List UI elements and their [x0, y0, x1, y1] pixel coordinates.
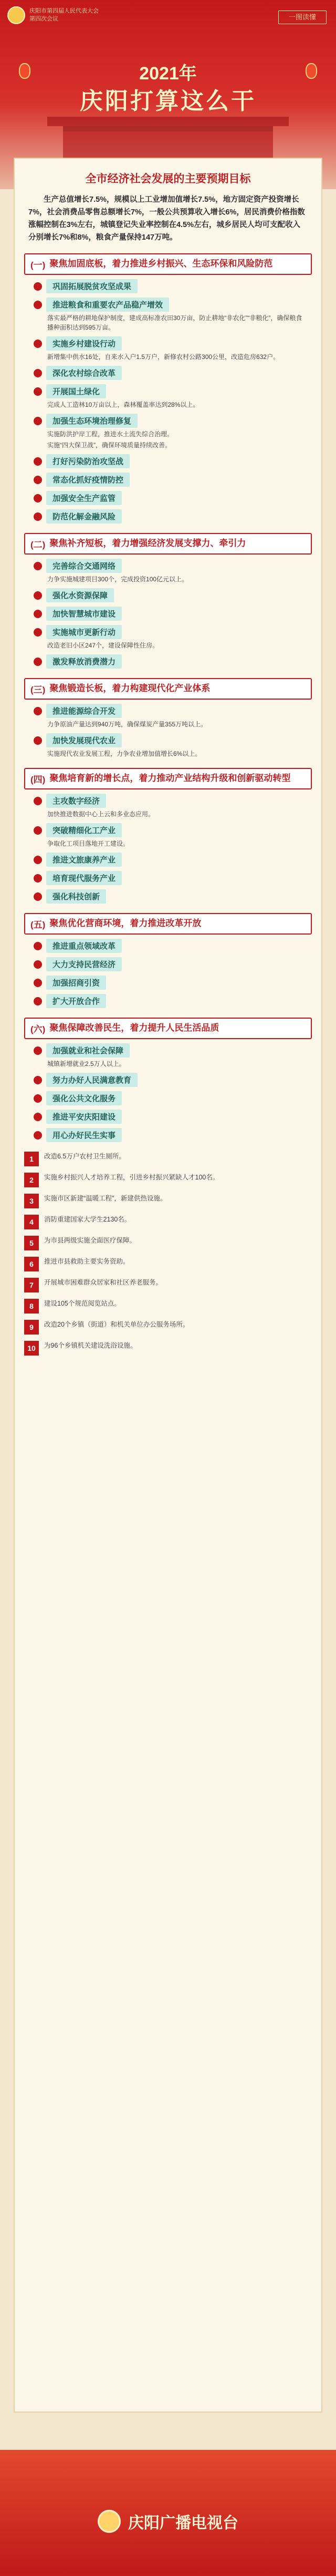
tv-station-logo-icon [98, 2510, 121, 2533]
subsection-label: 大力支持民营经济 [46, 957, 122, 971]
subsection-row [34, 957, 312, 971]
footer [0, 2450, 336, 2576]
bullet-dot-icon [34, 736, 42, 745]
org-names [29, 7, 99, 23]
numbered-item [24, 1320, 312, 1335]
subsection-label: 推进文旅康养产业 [46, 853, 122, 867]
subsection-row [34, 853, 312, 867]
subsection-row [34, 366, 312, 380]
subsection-text: 改造老旧小区247个，建设保障性住房。 [47, 642, 159, 649]
subsection-row [34, 654, 312, 669]
subsection-text: 实施现代农业发展工程，力争农业增加值增长6%以上。 [47, 750, 202, 757]
national-emblem-icon [7, 6, 25, 24]
subsection-text: 争取化工项目落地开工建设。 [47, 840, 130, 847]
one-chart-badge: 一图读懂 [278, 11, 327, 24]
bullet-dot-icon [34, 417, 42, 425]
subsection-label: 巩固拓展脱贫攻坚成果 [46, 279, 138, 293]
number-badge: 2 [24, 1173, 39, 1187]
subsection-label: 主攻数字经济 [46, 794, 106, 808]
subsection-label: 实施城市更新行动 [46, 625, 122, 639]
bullet-dot-icon [34, 1094, 42, 1103]
section-number: (六) [30, 1024, 46, 1034]
bullet-dot-icon [34, 1113, 42, 1121]
subsection-label: 推进粮食和重要农产品稳产增效 [46, 297, 169, 312]
subsection-row [34, 297, 312, 312]
subsection-row [34, 733, 312, 747]
subsection-label: 防范化解金融风险 [46, 509, 122, 524]
numbered-item [24, 1299, 312, 1313]
subsection-text: 加快推进数据中心上云和多业态应用。 [47, 810, 155, 818]
content-card [14, 158, 322, 2413]
numbered-text: 建设105个规范阅览站点。 [44, 1300, 121, 1307]
subsection-row [34, 384, 312, 398]
numbered-item [24, 1194, 312, 1208]
section-title: 聚焦加固底板，着力推进乡村振兴、生态环保和风险防范 [49, 259, 273, 269]
bullet-dot-icon [34, 301, 42, 309]
subsection-text: 新增集中供水16处，自来水入户1.5万户，新修农村公路300公里，改造危房632户。 [47, 353, 280, 361]
section-block [24, 768, 312, 904]
bullet-dot-icon [34, 874, 42, 882]
subsection-label: 强化水资源保障 [46, 588, 114, 602]
subsection-row [34, 1110, 312, 1124]
subsection-row [34, 976, 312, 990]
subsection-row [34, 1128, 312, 1142]
subsection-row [34, 414, 312, 428]
numbered-text: 为96个乡镇机关建设洗浴设施。 [44, 1342, 137, 1349]
subsection-label: 用心办好民生实事 [46, 1128, 122, 1142]
subsection-row [34, 625, 312, 639]
section-title: 聚焦优化营商环境，着力推进改革开放 [49, 918, 202, 928]
subsection-text: 完成人工造林10万亩以上，森林覆盖率达到28%以上。 [47, 401, 200, 408]
numbered-item [24, 1341, 312, 1356]
section-header [24, 1018, 312, 1039]
subsection-row [34, 559, 312, 573]
numbered-item [24, 1215, 312, 1229]
bullet-dot-icon [34, 797, 42, 805]
numbered-list [24, 1152, 312, 1356]
bullet-dot-icon [34, 1046, 42, 1055]
section-block [24, 533, 312, 669]
subsection-label: 突破精细化工产业 [46, 823, 122, 837]
bullet-dot-icon [34, 628, 42, 637]
number-badge: 6 [24, 1257, 39, 1271]
subsection-row [34, 823, 312, 837]
numbered-text: 改造20个乡镇（街道）和机关单位办公服务场所。 [44, 1321, 190, 1328]
number-badge: 4 [24, 1215, 39, 1229]
subsection-row [34, 473, 312, 487]
year-title: 2021年 [139, 64, 197, 84]
subsection-text: 城镇新增就业2.5万人以上。 [47, 1060, 125, 1068]
subsection-row [34, 279, 312, 293]
subsection-label: 推进平安庆阳建设 [46, 1110, 122, 1124]
subsection-text: 实施防洪护岸工程，推进水土流失综合治理。 [47, 430, 174, 438]
main-title: 庆阳打算这么干 [80, 88, 256, 114]
subsection-row [34, 588, 312, 602]
org-line-2: 第四次会议 [29, 16, 58, 22]
sections-container [15, 253, 321, 1142]
bullet-dot-icon [34, 658, 42, 666]
subsection-label: 开展国土绿化 [46, 384, 106, 398]
goals-text: 生产总值增长7.5%，规模以上工业增加值增长7.5%，地方固定资产投资增长7%，社会消费品零售总额增长7%，一般公共预算收入增长6%，居民消费价格指数涨幅控制在3%左右，城镇登记失业率控制在4.5%左右，城乡居民人均可支配收入分别增长7%和8%，粮食产量保持147万吨。 [28, 196, 305, 242]
section-header [24, 678, 312, 700]
numbered-item [24, 1173, 312, 1187]
footer-logo [0, 2510, 336, 2533]
subsection-row [34, 491, 312, 505]
bullet-dot-icon [34, 960, 42, 969]
number-badge: 3 [24, 1194, 39, 1208]
subsection-label: 推进能源综合开发 [46, 704, 122, 718]
subsection-label: 打好污染防治攻坚战 [46, 454, 130, 468]
subsection-label: 实施乡村建设行动 [46, 336, 122, 351]
section-title: 聚焦培育新的增长点，着力推动产业结构升级和创新驱动转型 [49, 773, 291, 783]
bullet-dot-icon [34, 610, 42, 618]
bullet-dot-icon [34, 591, 42, 600]
section-number: (二) [30, 540, 46, 550]
goals-title: 全市经济社会发展的主要预期目标 [85, 173, 251, 185]
subsection-label: 加强生态环境治理修复 [46, 414, 138, 428]
number-badge: 7 [24, 1278, 39, 1292]
numbered-item [24, 1152, 312, 1166]
section-header [24, 913, 312, 935]
bullet-dot-icon [34, 369, 42, 377]
number-badge: 8 [24, 1299, 39, 1313]
subsection-row [34, 336, 312, 351]
bullet-dot-icon [34, 979, 42, 987]
subsection-label: 加强招商引资 [46, 976, 106, 990]
bullet-dot-icon [34, 457, 42, 466]
numbered-text: 推进市县救助主要实务资助。 [44, 1258, 130, 1265]
bullet-dot-icon [34, 942, 42, 950]
subsection-label: 强化公共文化服务 [46, 1091, 122, 1105]
subsection-row [34, 1073, 312, 1087]
numbered-text: 开展城市困难群众居家和社区养老服务。 [44, 1279, 163, 1286]
subsection-label: 努力办好人民满意教育 [46, 1073, 138, 1087]
section-header [24, 253, 312, 275]
subsection-text: 力争实施城建项目300个，完成投资100亿元以上。 [47, 576, 188, 583]
subsection-row [34, 794, 312, 808]
bullet-dot-icon [34, 1076, 42, 1084]
section-title: 聚焦保障改善民生，着力提升人民生活品质 [49, 1023, 219, 1033]
subsection-text: 力争原油产量达到940万吨，确保煤炭产量355万吨以上。 [47, 721, 207, 728]
section-block [24, 913, 312, 1008]
subsection-row [34, 704, 312, 718]
subsection-label: 加快发展现代农业 [46, 733, 122, 747]
bullet-dot-icon [34, 387, 42, 396]
subsection-label: 扩大开放合作 [46, 994, 106, 1008]
subsection-row [34, 607, 312, 621]
org-line-1: 庆阳市第四届人民代表大会 [29, 8, 99, 14]
bullet-dot-icon [34, 997, 42, 1005]
subsection-row [34, 1043, 312, 1058]
subsection-row [34, 889, 312, 904]
section-title: 聚焦锻造长板，着力构建现代化产业体系 [49, 683, 211, 693]
bullet-dot-icon [34, 512, 42, 521]
bullet-dot-icon [34, 856, 42, 864]
subsection-text: 落实最严格的耕地保护制度，建成高标准农田30万亩，防止耕地“非农化”“非粮化”，确保粮食播种面积达到595万亩。 [47, 314, 302, 331]
bullet-dot-icon [34, 1131, 42, 1140]
section-header [24, 768, 312, 789]
subsection-label: 加强安全生产监管 [46, 491, 122, 505]
subsection-label: 激发释放消费潜力 [46, 654, 122, 669]
bullet-dot-icon [34, 494, 42, 502]
bullet-dot-icon [34, 707, 42, 715]
subsection-row [34, 939, 312, 953]
bullet-dot-icon [34, 892, 42, 901]
numbered-item [24, 1278, 312, 1292]
section-block [24, 253, 312, 524]
subsection-row [34, 994, 312, 1008]
numbered-text: 实施乡村振兴人才培养工程，引进乡村振兴紧缺人才100名。 [44, 1174, 219, 1181]
subsection-label: 推进重点领域改革 [46, 939, 122, 953]
subsection-label: 加强就业和社会保障 [46, 1043, 130, 1058]
subsection-row [34, 1091, 312, 1105]
footer-station-name: 庆阳广播电视台 [128, 2515, 238, 2532]
section-header [24, 533, 312, 555]
subsection-label: 加快智慧城市建设 [46, 607, 122, 621]
subsection-label: 深化农村综合改革 [46, 366, 122, 380]
subsection-label: 强化科技创新 [46, 889, 106, 904]
number-badge: 5 [24, 1236, 39, 1250]
section-title: 聚焦补齐短板，着力增强经济发展支撑力、牵引力 [49, 538, 246, 548]
section-number: (四) [30, 775, 46, 785]
subsection-label: 培育现代服务产业 [46, 871, 122, 885]
numbered-item [24, 1257, 312, 1271]
section-number: (一) [30, 260, 46, 270]
numbered-text: 实施市区新建“温暖工程”，新建供热设施。 [44, 1195, 167, 1202]
section-number: (五) [30, 920, 46, 930]
number-badge: 1 [24, 1152, 39, 1166]
numbered-text: 改造6.5万户农村卫生厕所。 [44, 1153, 125, 1160]
subsection-label: 完善综合交通网络 [46, 559, 122, 573]
number-badge: 10 [24, 1341, 39, 1356]
subsection-row [34, 454, 312, 468]
number-badge: 9 [24, 1320, 39, 1335]
bullet-dot-icon [34, 340, 42, 348]
bullet-dot-icon [34, 476, 42, 484]
numbered-text: 消防重建国家大学生2130名。 [44, 1216, 131, 1223]
subsection-label: 常态化抓好疫情防控 [46, 473, 130, 487]
bullet-dot-icon [34, 562, 42, 570]
subsection-text: 实施“四大保卫战”，确保环境质量持续改善。 [47, 442, 171, 449]
header-top-bar [0, 0, 336, 30]
section-block [24, 678, 312, 758]
numbered-text: 为市县两级实施全面医疗保障。 [44, 1237, 136, 1244]
bullet-dot-icon [34, 282, 42, 291]
section-block [24, 1018, 312, 1142]
bullet-dot-icon [34, 826, 42, 835]
numbered-item [24, 1236, 312, 1250]
subsection-row [34, 509, 312, 524]
section-number: (三) [30, 685, 46, 695]
subsection-row [34, 871, 312, 885]
